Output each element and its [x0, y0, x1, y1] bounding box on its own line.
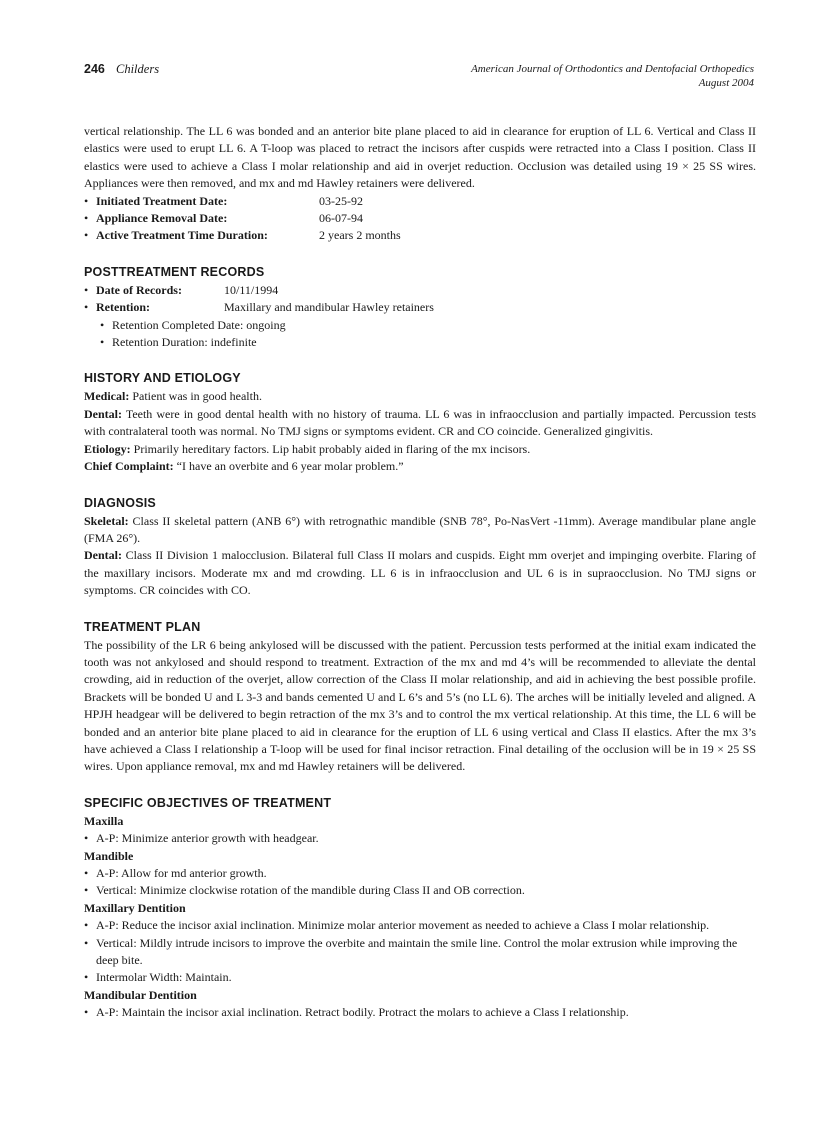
paragraph-label: Chief Complaint: — [84, 459, 174, 474]
paragraph-label: Etiology: — [84, 441, 131, 456]
history-etiology — [84, 441, 756, 458]
item-text: Vertical: Minimize clockwise rotation of the mandible during Class II and OB correction. — [96, 883, 525, 898]
bullet-icon: • — [84, 300, 89, 315]
journal-citation — [471, 62, 754, 90]
bullet-icon: • — [84, 935, 89, 950]
list-item — [84, 830, 756, 847]
list-item — [84, 227, 756, 244]
section-heading-objectives: SPECIFIC OBJECTIVES OF TREATMENT — [84, 795, 332, 810]
diagnosis-skeletal — [84, 513, 756, 548]
item-label: Appliance Removal Date: — [96, 211, 228, 226]
list-item — [84, 935, 756, 970]
subitem-text: Retention Duration: indefinite — [112, 335, 257, 350]
item-text: A-P: Reduce the incisor axial inclination. Minimize molar anterior movement as needed to achieve a Class I molar relationship. — [96, 918, 710, 933]
article-body — [84, 123, 756, 1022]
item-label: Active Treatment Time Duration: — [96, 228, 268, 243]
bullet-icon: • — [84, 211, 89, 226]
item-value: Maxillary and mandibular Hawley retainers — [224, 300, 434, 315]
item-value: 06-07-94 — [319, 211, 363, 226]
diagnosis-dental — [84, 547, 756, 599]
section-heading-treatment-plan: TREATMENT PLAN — [84, 619, 201, 634]
group-title: Mandible — [84, 848, 134, 863]
paragraph-label: Dental: — [84, 406, 122, 421]
objectives-group-mandibular-dentition — [84, 987, 756, 1022]
subitem-text: Retention Completed Date: ongoing — [112, 317, 286, 332]
bullet-icon: • — [84, 1005, 89, 1020]
paragraph-text: Class II Division 1 malocclusion. Bilateral full Class II molars and cuspids. Eight mm overjet and impinging overbite. Flaring of the maxillary incisors. Moderate mx and md crowding. LL 6 is in infraocclusion and UL 6 is in supraocclusion. No TMJ signs or symptoms. CR coincides with CO. — [84, 548, 756, 598]
list-item — [84, 969, 756, 986]
intro-paragraph: vertical relationship. The LL 6 was bonded and an anterior bite plane placed to aid in clearance for eruption of LL 6. Vertical and Class II elastics were used to erupt LL 6. A T-loop was placed to retract the incisors after cuspids were retracted into a Class I position. Class II elastics were used to achieve a Class I molar relationship and aid in overjet reduction. Occlusion was detailed using 19 × 25 SS wires. Appliances were then removed, and mx and md Hawley retainers were delivered. — [84, 124, 756, 191]
paragraph-label: Medical: — [84, 389, 130, 404]
bullet-icon: • — [84, 831, 89, 846]
paragraph-text: “I have an overbite and 6 year molar problem.” — [173, 459, 404, 474]
bullet-icon: • — [84, 918, 89, 933]
bullet-icon: • — [84, 970, 89, 985]
journal-issue-date: August 2004 — [698, 77, 754, 89]
section-heading-history: HISTORY AND ETIOLOGY — [84, 371, 241, 386]
bullet-icon: • — [84, 883, 89, 898]
bullet-icon: • — [84, 193, 89, 208]
item-label: Initiated Treatment Date: — [96, 193, 228, 208]
item-text: A-P: Minimize anterior growth with headgear. — [96, 831, 319, 846]
paragraph-label: Skeletal: — [84, 513, 129, 528]
item-value: 10/11/1994 — [224, 282, 279, 297]
group-title: Maxillary Dentition — [84, 900, 186, 915]
item-label: Retention: — [96, 300, 150, 315]
history-chief-complaint — [84, 458, 756, 475]
bullet-icon: • — [84, 228, 89, 243]
list-item — [84, 210, 756, 227]
journal-title: American Journal of Orthodontics and Dentofacial Orthopedics — [471, 63, 754, 75]
list-subitem — [84, 317, 756, 334]
list-item — [84, 882, 756, 899]
item-text: Vertical: Mildly intrude incisors to improve the overbite and maintain the smile line. Control the molar extrusion while improving the deep bite. — [96, 935, 738, 968]
section-heading-diagnosis: DIAGNOSIS — [84, 495, 156, 510]
paragraph-text: Teeth were in good dental health with no history of trauma. LL 6 was in infraocclusion and partially impacted. Percussion tests with contralateral tooth was normal. No TMJ signs or symptoms evident. CR and CO coincide. Generalized gingivitis. — [84, 406, 756, 439]
group-title: Maxilla — [84, 813, 124, 828]
objectives-group-maxillary-dentition — [84, 900, 756, 987]
paragraph-text: Patient was in good health. — [129, 389, 262, 404]
history-dental — [84, 406, 756, 441]
posttreatment-list — [84, 282, 756, 352]
item-label: Date of Records: — [96, 282, 182, 297]
item-text: Intermolar Width: Maintain. — [96, 970, 232, 985]
item-text: A-P: Maintain the incisor axial inclination. Retract bodily. Protract the molars to achieve a Class I relationship. — [96, 1005, 629, 1020]
paragraph-text: Primarily hereditary factors. Lip habit probably aided in flaring of the mx incisors. — [130, 441, 531, 456]
item-value: 2 years 2 months — [319, 228, 401, 243]
history-medical — [84, 388, 756, 405]
list-item — [84, 299, 756, 316]
paragraph-text: Class II skeletal pattern (ANB 6°) with retrognathic mandible (SNB 78°, Po-NasVert -11mm). Average mandibular plane angle (FMA 26°). — [84, 513, 756, 545]
paragraph-label: Dental: — [84, 548, 122, 563]
list-item — [84, 917, 756, 934]
list-subitem — [84, 334, 756, 351]
treatment-dates-list — [84, 193, 756, 245]
bullet-icon: • — [84, 282, 89, 297]
bullet-icon: • — [100, 335, 105, 350]
running-header — [84, 62, 754, 94]
page-number: 246 — [84, 62, 105, 76]
list-item — [84, 193, 756, 210]
objectives-group-mandible — [84, 848, 756, 900]
item-text: A-P: Allow for md anterior growth. — [96, 866, 267, 880]
running-author: Childers — [116, 62, 160, 76]
list-item — [84, 865, 756, 882]
section-heading-posttreatment: POSTTREATMENT RECORDS — [84, 264, 265, 279]
objectives-group-maxilla — [84, 813, 756, 848]
treatment-plan-text: The possibility of the LR 6 being ankylosed will be discussed with the patient. Percussion tests performed at the initial exam indicated the tooth was not ankylosed and should respond to treatment. Extraction of the mx and md 4’s will be recommended to alleviate the dental crowding, aid in reduction of the overjet, allow correction of the Class II molar relationship, and aid in achieving the best possible profile. Brackets will be bonded U and L 3-3 and bands cemented U and L 6’s and 5’s (no LL 6). The arches will be initially leveled and aligned. A HPJH headgear will be delivered to begin retraction of the mx 3’s and to control the mx vertical relationship. At this time, the LL 6 will be bonded and an anterior bite plane placed to aid in clearance for the eruption of LL 6 using vertical and Class II elastics. After the mx 3’s have achieved a Class I relationship a T-loop will be used for final incisor retraction. Final detailing of the occlusion will be in 19 × 25 SS wires. Upon appliance removal, mx and md Hawley retainers will be delivered. — [84, 637, 756, 774]
item-value: 03-25-92 — [319, 193, 363, 208]
group-title: Mandibular Dentition — [84, 987, 197, 1002]
bullet-icon: • — [84, 866, 89, 880]
bullet-icon: • — [100, 317, 105, 332]
list-item — [84, 282, 756, 299]
list-item — [84, 1004, 756, 1021]
